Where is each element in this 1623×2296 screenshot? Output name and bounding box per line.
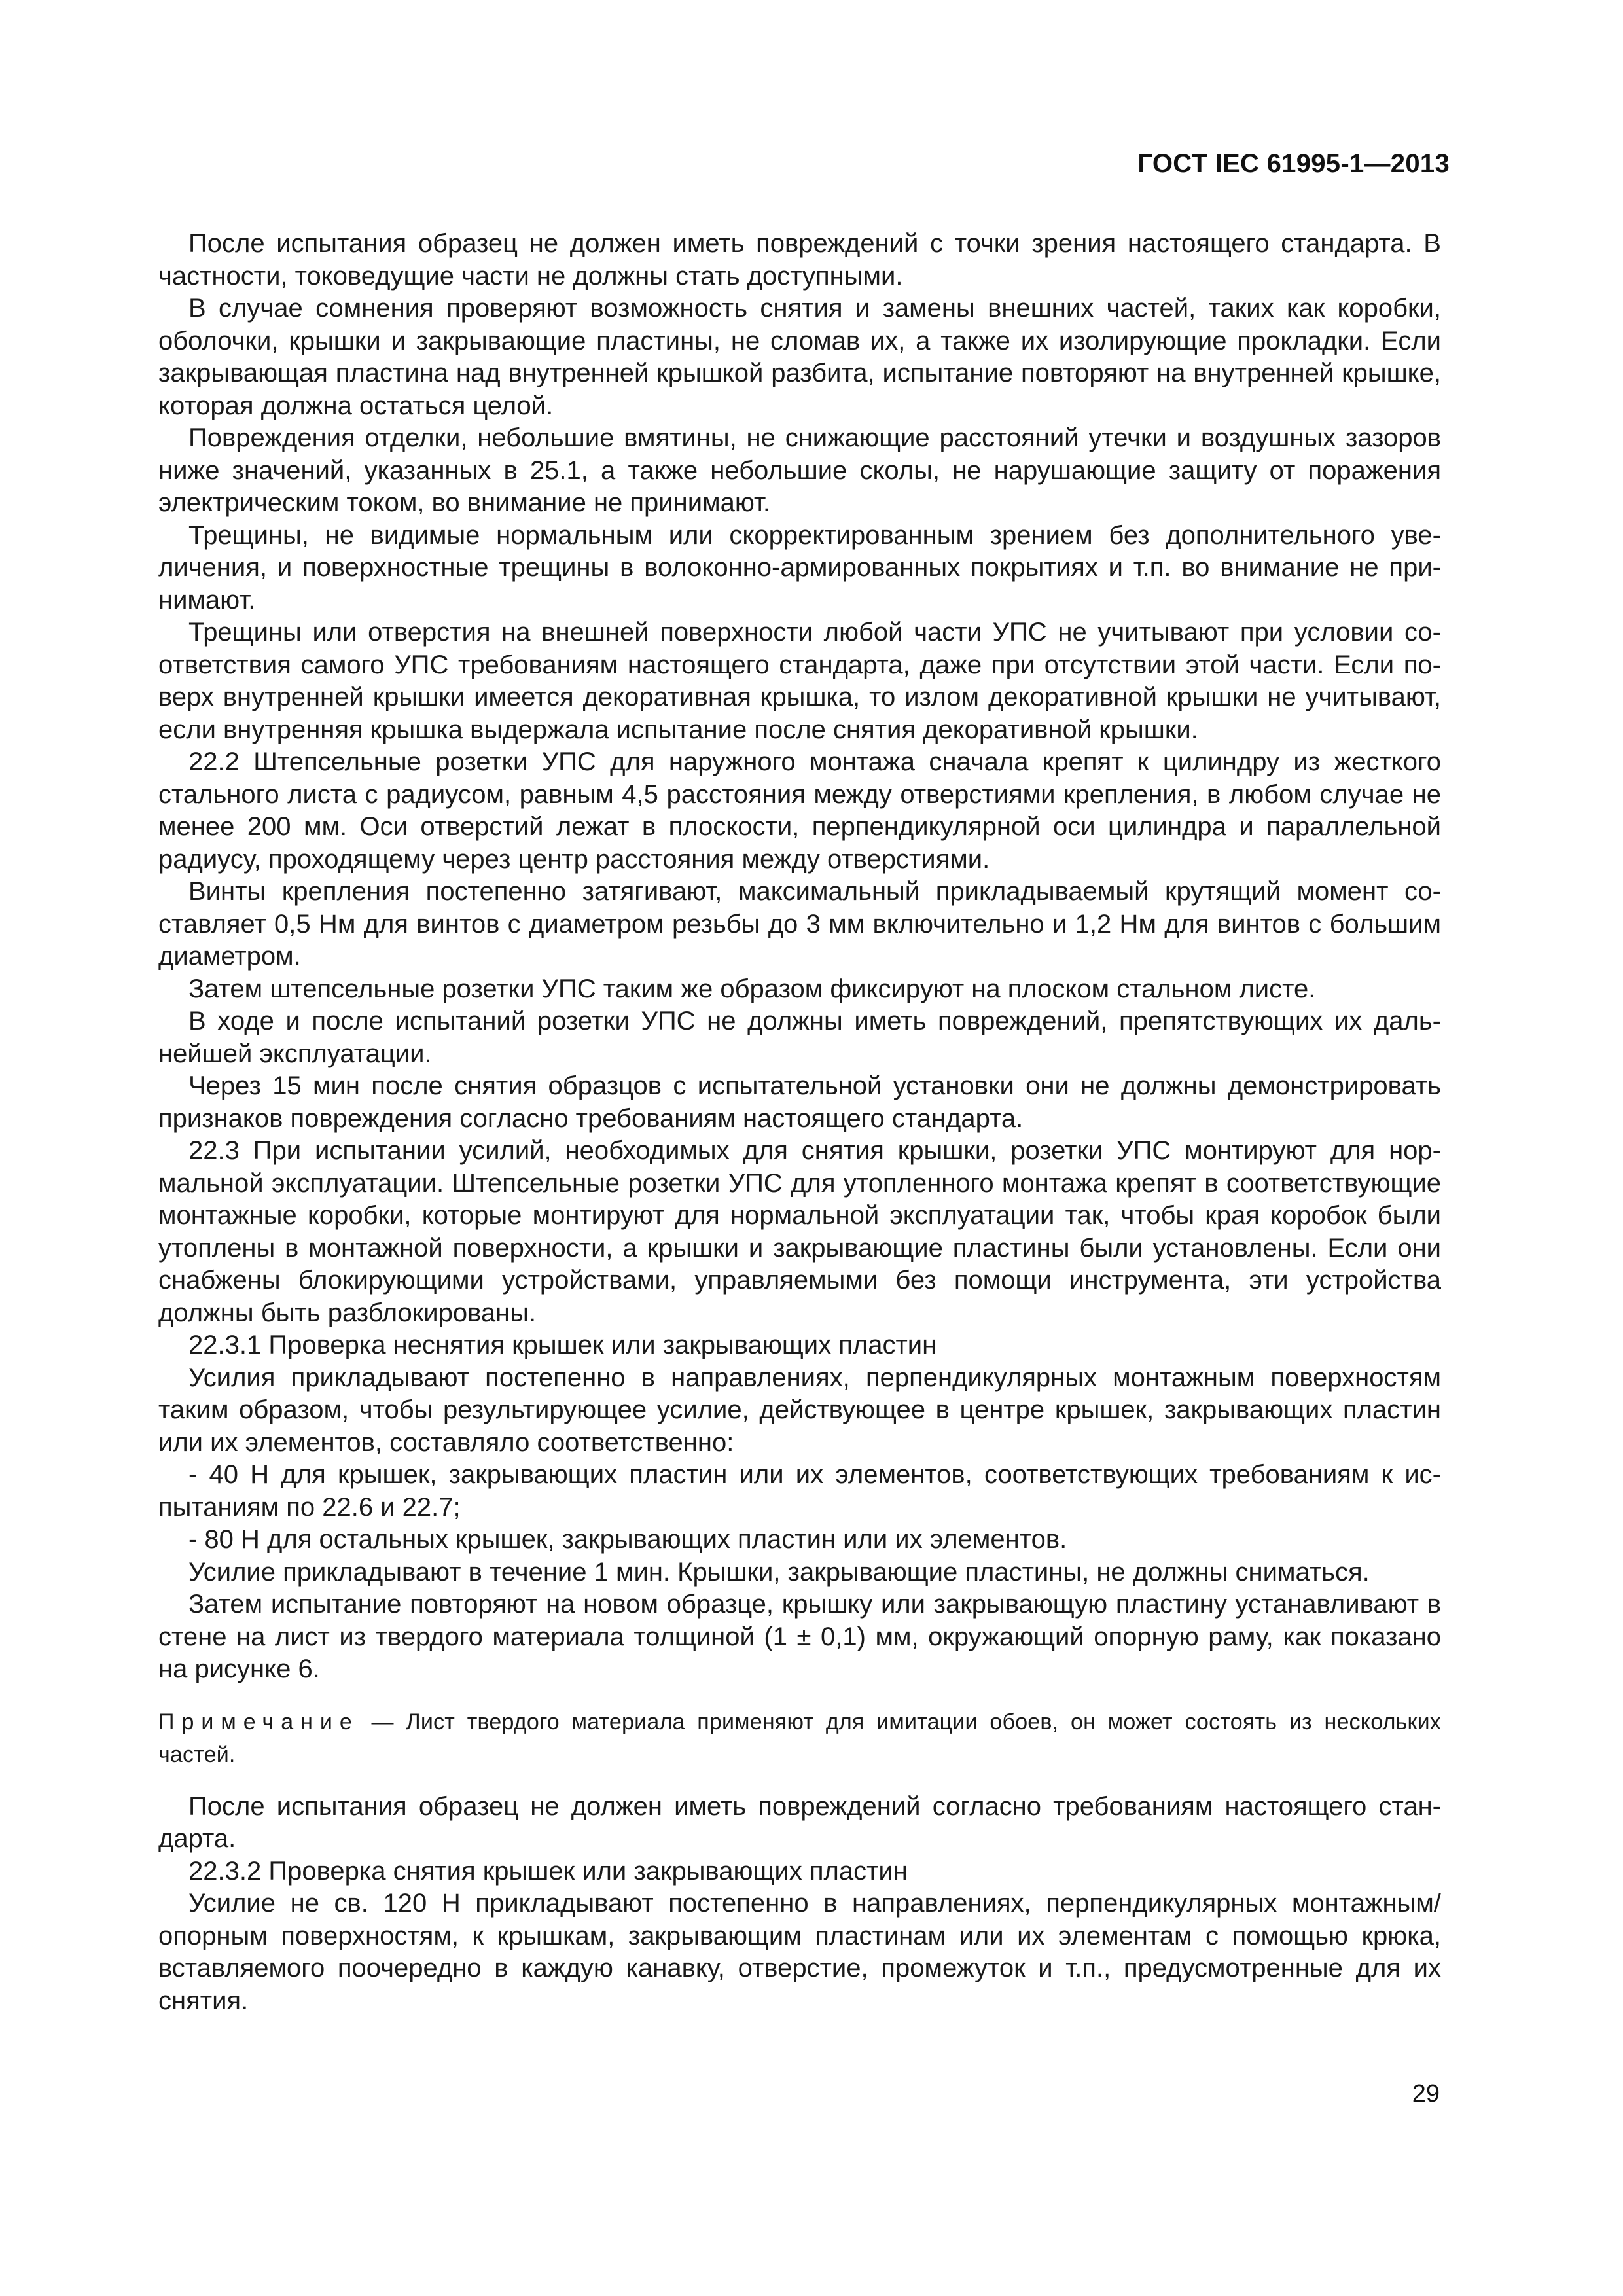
paragraph: 22.3 При испытании усилий, необходимых для снятия крышки, розетки УПС монтируют для нормальной эксплуатации. Штепсельные розетки УПС для утопленного монтажа крепят в соответствующие монтажные коробки, которые монтируют для нормальной эксплуатации так, чтобы края коробок были утоплены в монтажной поверхности, а крышки и закрывающие пластины были установлены. Если они снабжены блокирующими устройствами, управляемыми без помощи инструмента, эти устройства должны быть разблокированы.: [158, 1136, 1441, 1327]
paragraph: Затем штепсельные розетки УПС таким же образом фиксируют на плоском стальном листе.: [188, 974, 1316, 1003]
note: [158, 1706, 1441, 1771]
paragraph: Усилие прикладывают в течение 1 мин. Крышки, закрывающие пластины, не должны сниматься.: [188, 1557, 1370, 1587]
document-header-standard-code: ГОСТ IEC 61995-1—2013: [1137, 149, 1450, 178]
paragraph: Трещины, не видимые нормальным или скорректированным зрением без дополнительного увеличения, и поверхностные трещины в волоконно-армированных покрытиях и т.п. во внимание не принимают.: [158, 520, 1441, 615]
paragraph: Затем испытание повторяют на новом образце, крышку или закрывающую пластину устанавливают в стене на лист из твердого материала толщиной (1 ± 0,1) мм, окружающий опорную раму, как показано на рисунке 6.: [158, 1590, 1441, 1683]
note-text: — Лист твердого материала применяют для имитации обоев, он может состоять из нескольких частей.: [158, 1709, 1441, 1767]
paragraph: В случае сомнения проверяют возможность снятия и замены внешних частей, таких как коробки, оболочки, крышки и закрывающие пластины, не сломав их, а также их изолирующие прокладки. Если закрывающая пластина над внутренней крышкой разбита, испытание повторяют на внутренней крышке, которая должна остаться целой.: [158, 294, 1441, 420]
paragraph: 22.2 Штепсельные розетки УПС для наружного монтажа сначала крепят к цилиндру из жесткого стального листа с радиусом, равным 4,5 расстояния между отверстиями крепления, в любом случае не менее 200 мм. Оси отверстий лежат в плоскости, перпендикулярной оси цилиндра и параллельной радиусу, проходящему через центр расстояния между отверстиями.: [158, 747, 1441, 874]
paragraph: В ходе и после испытаний розетки УПС не должны иметь повреждений, препятствующих их дальнейшей эксплуатации.: [158, 1007, 1441, 1068]
list-item: - 40 Н для крышек, закрывающих пластин или их элементов, соответствующих требованиям к испытаниям по 22.6 и 22.7;: [158, 1460, 1441, 1522]
document-body: [158, 228, 1441, 2017]
paragraph: Повреждения отделки, небольшие вмятины, не снижающие расстояний утечки и воздушных зазоров ниже значений, указанных в 25.1, а также небольшие сколы, не нарушающие защиту от поражения электрическим током, во внимание не принимают.: [158, 423, 1441, 517]
paragraph: Через 15 мин после снятия образцов с испытательной установки они не должны демонстрировать признаков повреждения согласно требованиям настоящего стандарта.: [158, 1071, 1441, 1133]
section-heading: 22.3.2 Проверка снятия крышек или закрывающих пластин: [188, 1856, 908, 1886]
paragraph: После испытания образец не должен иметь повреждений с точки зрения настоящего стандарта. В частности, токоведущие части не должны стать доступными.: [158, 229, 1441, 291]
section-heading: 22.3.1 Проверка неснятия крышек или закрывающих пластин: [188, 1331, 937, 1359]
page-number: 29: [1412, 2080, 1440, 2108]
note-label: Примечание: [158, 1709, 359, 1734]
paragraph: Усилия прикладывают постепенно в направлениях, перпендикулярных монтажным поверхностям таким образом, чтобы результирующее усилие, действующее в центре крышек, закрывающих пластин или их элементов, составляло соответственно:: [158, 1363, 1441, 1457]
paragraph: После испытания образец не должен иметь повреждений согласно требованиям настоящего стандарта.: [158, 1791, 1441, 1853]
list-item: - 80 Н для остальных крышек, закрывающих пластин или их элементов.: [188, 1525, 1067, 1554]
paragraph: Трещины или отверстия на внешней поверхности любой части УПС не учитывают при условии соответствия самого УПС требованиям настоящего стандарта, даже при отсутствии этой части. Если поверх внутренней крышки имеется декоративная крышка, то излом декоративной крышки не учитывают, если внутренняя крышка выдержала испытание после снятия декоративной крышки.: [158, 618, 1441, 744]
paragraph: Усилие не св. 120 Н прикладывают постепенно в направлениях, перпендикулярных монтажным/ опорным поверхностям, к крышкам, закрывающим пластинам или их элементам с помощью крюка, вставляемого поочередно в каждую канавку, отверстие, промежуток и т.п., предусмотренные для их снятия.: [158, 1889, 1441, 2015]
paragraph: Винты крепления постепенно затягивают, максимальный прикладываемый крутящий момент составляет 0,5 Нм для винтов с диаметром резьбы до 3 мм включительно и 1,2 Нм для винтов с большим диаметром.: [158, 877, 1441, 971]
